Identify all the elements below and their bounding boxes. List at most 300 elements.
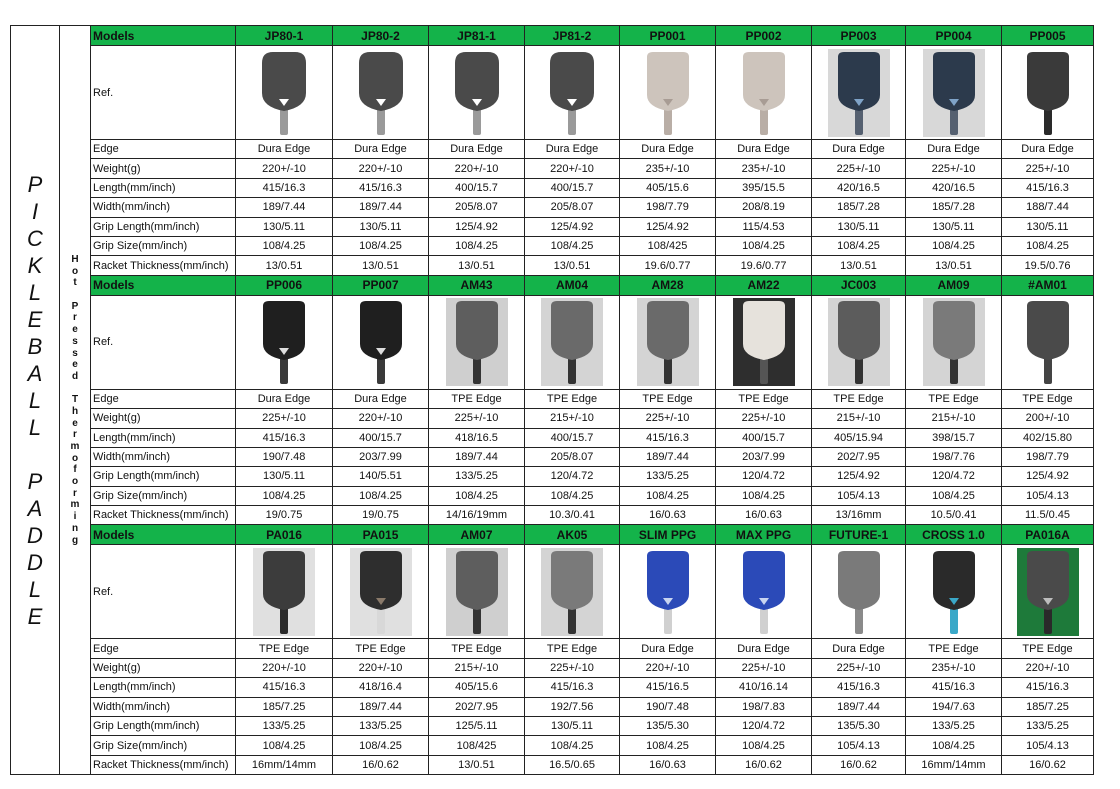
length-value: 398/15.7 [906, 428, 1002, 447]
edge-value: TPE Edge [236, 639, 333, 658]
model-name: PP005 [1002, 26, 1094, 46]
width-label: Width(mm/inch) [91, 198, 236, 217]
model-name: AM43 [429, 275, 525, 295]
paddle-image [1017, 49, 1079, 137]
grip-size-value: 108/4.25 [236, 486, 333, 505]
width-value: 188/7.44 [1002, 198, 1094, 217]
grip-size-value: 108/4.25 [429, 486, 525, 505]
thickness-value: 16/0.62 [716, 755, 812, 774]
width-value: 208/8.19 [716, 198, 812, 217]
grip-length-value: 133/5.25 [333, 717, 429, 736]
edge-value: Dura Edge [236, 389, 333, 408]
width-value: 192/7.56 [525, 697, 620, 716]
weight-value: 220+/-10 [429, 159, 525, 178]
grip-length-value: 133/5.25 [906, 717, 1002, 736]
thickness-value: 16.5/0.65 [525, 755, 620, 774]
weight-value: 235+/-10 [620, 159, 716, 178]
width-value: 190/7.48 [236, 447, 333, 466]
paddle-image [541, 548, 603, 636]
process-title-letter: s [72, 347, 78, 359]
model-name: CROSS 1.0 [906, 525, 1002, 545]
thickness-label: Racket Thickness(mm/inch) [91, 755, 236, 774]
grip-length-value: 135/5.30 [812, 717, 906, 736]
grip-size-value: 108/4.25 [236, 736, 333, 755]
grip-length-value: 130/5.11 [525, 717, 620, 736]
thickness-row [11, 755, 1094, 774]
process-title-letter: m [70, 499, 80, 511]
side-title-letter: L [28, 576, 42, 602]
edge-row [11, 140, 1094, 159]
width-value: 202/7.95 [812, 447, 906, 466]
grip-size-value: 108/4.25 [716, 486, 812, 505]
length-value: 415/16.3 [906, 678, 1002, 697]
weight-label: Weight(g) [91, 658, 236, 677]
model-name: FUTURE-1 [812, 525, 906, 545]
grip-size-value: 108/4.25 [525, 736, 620, 755]
models-header-row [11, 275, 1094, 295]
model-name: JP80-1 [236, 26, 333, 46]
edge-value: Dura Edge [620, 140, 716, 159]
paddle-photo [333, 46, 429, 140]
weight-value: 220+/-10 [333, 159, 429, 178]
model-name: SLIM PPG [620, 525, 716, 545]
process-title-letter: i [73, 511, 77, 523]
length-value: 410/16.14 [716, 678, 812, 697]
edge-value: Dura Edge [236, 140, 333, 159]
grip-size-value: 108/4.25 [333, 236, 429, 255]
thickness-value: 10.5/0.41 [906, 506, 1002, 525]
grip-length-value: 120/4.72 [906, 467, 1002, 486]
paddle-photo [1002, 545, 1094, 639]
grip-size-row [11, 486, 1094, 505]
process-title-letter: H [71, 254, 79, 265]
edge-value: TPE Edge [333, 639, 429, 658]
thickness-value: 16/0.63 [716, 506, 812, 525]
side-title-letter [11, 441, 59, 468]
model-name: PP003 [812, 26, 906, 46]
width-value: 198/7.83 [716, 697, 812, 716]
paddle-image [637, 548, 699, 636]
process-title-letter: T [71, 394, 79, 406]
side-title-letter: L [28, 387, 42, 413]
weight-value: 235+/-10 [716, 159, 812, 178]
weight-row [11, 159, 1094, 178]
thickness-value: 13/0.51 [525, 256, 620, 275]
models-label: Models [91, 525, 236, 545]
length-value: 420/16.5 [906, 178, 1002, 197]
side-title-letter: E [27, 306, 43, 332]
grip-size-value: 108/4.25 [525, 236, 620, 255]
grip-length-row [11, 717, 1094, 736]
thickness-value: 13/0.51 [906, 256, 1002, 275]
process-title [60, 26, 91, 775]
grip-length-value: 140/5.51 [333, 467, 429, 486]
edge-row [11, 639, 1094, 658]
length-value: 402/15.80 [1002, 428, 1094, 447]
width-value: 185/7.25 [1002, 697, 1094, 716]
thickness-value: 13/0.51 [333, 256, 429, 275]
length-value: 415/16.3 [236, 678, 333, 697]
paddle-photo [906, 46, 1002, 140]
paddle-photo [620, 545, 716, 639]
side-title [11, 26, 60, 775]
grip-length-value: 130/5.11 [1002, 217, 1094, 236]
thickness-label: Racket Thickness(mm/inch) [91, 506, 236, 525]
paddle-photo [1002, 295, 1094, 389]
length-value: 400/15.7 [429, 178, 525, 197]
process-title-letter [60, 383, 90, 395]
grip-length-value: 135/5.30 [620, 717, 716, 736]
grip-size-value: 108/4.25 [1002, 236, 1094, 255]
width-value: 205/8.07 [525, 447, 620, 466]
process-title-letter: e [72, 359, 78, 371]
weight-label: Weight(g) [91, 159, 236, 178]
thickness-row [11, 506, 1094, 525]
side-title-letter: B [27, 333, 43, 359]
models-label: Models [91, 275, 236, 295]
process-title-letter: r [73, 487, 77, 499]
width-value: 189/7.44 [620, 447, 716, 466]
grip-size-value: 108/4.25 [429, 236, 525, 255]
edge-value: Dura Edge [716, 140, 812, 159]
width-value: 189/7.44 [812, 697, 906, 716]
ref-label: Ref. [91, 46, 236, 140]
grip-size-value: 108/4.25 [716, 236, 812, 255]
grip-length-value: 133/5.25 [429, 467, 525, 486]
edge-value: TPE Edge [429, 639, 525, 658]
grip-size-value: 105/4.13 [1002, 486, 1094, 505]
models-label: Models [91, 26, 236, 46]
weight-value: 225+/-10 [620, 409, 716, 428]
thickness-value: 16/0.62 [1002, 755, 1094, 774]
grip-size-value: 105/4.13 [1002, 736, 1094, 755]
model-name: #AM01 [1002, 275, 1094, 295]
paddle-image [350, 548, 412, 636]
model-name: JC003 [812, 275, 906, 295]
edge-value: Dura Edge [620, 639, 716, 658]
thickness-value: 16mm/14mm [906, 755, 1002, 774]
edge-value: Dura Edge [812, 639, 906, 658]
grip-length-value: 120/4.72 [716, 467, 812, 486]
weight-value: 225+/-10 [716, 658, 812, 677]
width-value: 189/7.44 [236, 198, 333, 217]
weight-value: 215+/-10 [906, 409, 1002, 428]
width-value: 198/7.79 [1002, 447, 1094, 466]
grip-size-label: Grip Size(mm/inch) [91, 486, 236, 505]
width-value: 203/7.99 [333, 447, 429, 466]
side-title-letter: P [27, 468, 43, 494]
grip-size-value: 108/4.25 [525, 486, 620, 505]
grip-length-row [11, 467, 1094, 486]
width-value: 205/8.07 [525, 198, 620, 217]
width-value: 185/7.25 [236, 697, 333, 716]
model-name: PA016A [1002, 525, 1094, 545]
weight-value: 225+/-10 [525, 658, 620, 677]
grip-size-value: 108/4.25 [906, 486, 1002, 505]
thickness-value: 19.6/0.77 [716, 256, 812, 275]
edge-value: Dura Edge [906, 140, 1002, 159]
weight-value: 215+/-10 [429, 658, 525, 677]
thickness-value: 16/0.62 [812, 755, 906, 774]
weight-row [11, 658, 1094, 677]
model-name: MAX PPG [716, 525, 812, 545]
paddle-photo [620, 295, 716, 389]
paddle-photo [429, 545, 525, 639]
length-value: 400/15.7 [716, 428, 812, 447]
paddle-image [828, 49, 890, 137]
side-title-letter: I [31, 198, 39, 224]
side-title-letter: D [27, 522, 43, 548]
thickness-value: 19/0.75 [333, 506, 429, 525]
weight-value: 200+/-10 [1002, 409, 1094, 428]
edge-value: TPE Edge [620, 389, 716, 408]
length-value: 415/16.3 [812, 678, 906, 697]
paddle-photo [429, 46, 525, 140]
paddle-image [350, 49, 412, 137]
process-title-letter: o [71, 265, 79, 277]
grip-length-value: 125/4.92 [620, 217, 716, 236]
grip-size-value: 108/4.25 [333, 736, 429, 755]
grip-size-label: Grip Size(mm/inch) [91, 736, 236, 755]
weight-value: 220+/-10 [236, 159, 333, 178]
width-value: 185/7.28 [906, 198, 1002, 217]
weight-value: 225+/-10 [716, 409, 812, 428]
grip-length-value: 130/5.11 [812, 217, 906, 236]
length-row [11, 678, 1094, 697]
weight-row [11, 409, 1094, 428]
paddle-image [923, 298, 985, 386]
process-title-letter: f [73, 464, 77, 476]
thickness-value: 10.3/0.41 [525, 506, 620, 525]
model-name: PP006 [236, 275, 333, 295]
paddle-spec-table [10, 25, 1094, 775]
grip-length-value: 120/4.72 [525, 467, 620, 486]
grip-length-value: 130/5.11 [236, 217, 333, 236]
weight-value: 220+/-10 [620, 658, 716, 677]
edge-value: Dura Edge [429, 140, 525, 159]
edge-value: TPE Edge [525, 639, 620, 658]
grip-length-value: 115/4.53 [716, 217, 812, 236]
paddle-photo [906, 295, 1002, 389]
thickness-value: 13/0.51 [236, 256, 333, 275]
paddle-photo [812, 295, 906, 389]
ref-row [11, 295, 1094, 389]
paddle-photo [429, 295, 525, 389]
paddle-photo [716, 295, 812, 389]
paddle-image [446, 548, 508, 636]
thickness-value: 16/0.63 [620, 755, 716, 774]
weight-value: 225+/-10 [236, 409, 333, 428]
grip-size-value: 108/425 [620, 236, 716, 255]
width-value: 190/7.48 [620, 697, 716, 716]
side-title-letter: L [28, 414, 42, 440]
process-title-letter: r [73, 312, 77, 324]
width-row [11, 697, 1094, 716]
process-title-letter: r [73, 429, 77, 441]
model-name: JP81-1 [429, 26, 525, 46]
models-header-row [11, 26, 1094, 46]
model-name: PP007 [333, 275, 429, 295]
weight-label: Weight(g) [91, 409, 236, 428]
length-label: Length(mm/inch) [91, 678, 236, 697]
weight-value: 220+/-10 [333, 658, 429, 677]
weight-value: 220+/-10 [333, 409, 429, 428]
paddle-image [253, 298, 315, 386]
grip-size-value: 105/4.13 [812, 736, 906, 755]
weight-value: 220+/-10 [236, 658, 333, 677]
weight-value: 225+/-10 [429, 409, 525, 428]
thickness-value: 13/16mm [812, 506, 906, 525]
paddle-photo [525, 46, 620, 140]
grip-length-value: 125/4.92 [812, 467, 906, 486]
model-name: PP002 [716, 26, 812, 46]
width-value: 198/7.76 [906, 447, 1002, 466]
thickness-label: Racket Thickness(mm/inch) [91, 256, 236, 275]
model-name: AK05 [525, 525, 620, 545]
width-label: Width(mm/inch) [91, 697, 236, 716]
paddle-photo [236, 46, 333, 140]
length-value: 415/16.3 [525, 678, 620, 697]
paddle-image [733, 49, 795, 137]
grip-length-value: 120/4.72 [716, 717, 812, 736]
model-name: AM07 [429, 525, 525, 545]
weight-value: 235+/-10 [906, 658, 1002, 677]
paddle-image [637, 298, 699, 386]
edge-value: TPE Edge [906, 389, 1002, 408]
paddle-image [923, 548, 985, 636]
length-value: 415/16.3 [333, 178, 429, 197]
edge-value: Dura Edge [333, 140, 429, 159]
process-title-letter: P [71, 300, 79, 312]
length-value: 415/16.3 [620, 428, 716, 447]
model-name: PP001 [620, 26, 716, 46]
length-label: Length(mm/inch) [91, 178, 236, 197]
length-value: 415/16.3 [236, 428, 333, 447]
model-name: AM22 [716, 275, 812, 295]
side-title-letter: K [27, 252, 43, 278]
grip-length-value: 133/5.25 [1002, 717, 1094, 736]
width-row [11, 198, 1094, 217]
weight-value: 215+/-10 [812, 409, 906, 428]
edge-row [11, 389, 1094, 408]
edge-value: TPE Edge [429, 389, 525, 408]
paddle-photo [812, 46, 906, 140]
edge-value: TPE Edge [525, 389, 620, 408]
paddle-photo [716, 545, 812, 639]
side-title-letter: C [27, 225, 43, 251]
thickness-value: 13/0.51 [429, 755, 525, 774]
edge-value: Dura Edge [716, 639, 812, 658]
paddle-photo [236, 295, 333, 389]
width-value: 189/7.44 [429, 447, 525, 466]
process-title-letter: s [72, 335, 78, 347]
model-name: AM09 [906, 275, 1002, 295]
side-title-letter: D [27, 549, 43, 575]
width-value: 189/7.44 [333, 198, 429, 217]
process-title-letter: h [71, 405, 79, 417]
model-name: PP004 [906, 26, 1002, 46]
process-title-letter: e [72, 324, 78, 336]
paddle-image [733, 298, 795, 386]
edge-label: Edge [91, 140, 236, 159]
grip-size-value: 108/4.25 [333, 486, 429, 505]
length-label: Length(mm/inch) [91, 428, 236, 447]
length-value: 415/16.3 [1002, 678, 1094, 697]
width-value: 198/7.79 [620, 198, 716, 217]
edge-value: TPE Edge [812, 389, 906, 408]
thickness-value: 19.5/0.76 [1002, 256, 1094, 275]
process-title-letter: o [71, 452, 79, 464]
paddle-image [446, 49, 508, 137]
length-value: 415/16.5 [620, 678, 716, 697]
grip-length-value: 125/4.92 [429, 217, 525, 236]
paddle-photo [1002, 46, 1094, 140]
edge-value: Dura Edge [1002, 140, 1094, 159]
thickness-value: 16/0.63 [620, 506, 716, 525]
process-title-letter: t [73, 277, 77, 289]
length-value: 395/15.5 [716, 178, 812, 197]
length-value: 400/15.7 [333, 428, 429, 447]
grip-length-value: 130/5.11 [236, 467, 333, 486]
grip-size-row [11, 236, 1094, 255]
paddle-image [350, 298, 412, 386]
side-title-letter: A [27, 495, 43, 521]
paddle-photo [812, 545, 906, 639]
width-value: 185/7.28 [812, 198, 906, 217]
paddle-photo [525, 295, 620, 389]
edge-value: Dura Edge [525, 140, 620, 159]
thickness-value: 11.5/0.45 [1002, 506, 1094, 525]
paddle-image [828, 298, 890, 386]
grip-size-value: 108/4.25 [906, 236, 1002, 255]
weight-value: 225+/-10 [906, 159, 1002, 178]
paddle-photo [906, 545, 1002, 639]
grip-length-row [11, 217, 1094, 236]
length-row [11, 178, 1094, 197]
grip-length-value: 130/5.11 [906, 217, 1002, 236]
model-name: JP80-2 [333, 26, 429, 46]
width-value: 194/7.63 [906, 697, 1002, 716]
grip-length-label: Grip Length(mm/inch) [91, 717, 236, 736]
thickness-value: 16mm/14mm [236, 755, 333, 774]
grip-size-value: 108/4.25 [812, 236, 906, 255]
paddle-image [253, 49, 315, 137]
process-title-letter: e [72, 417, 78, 429]
width-row [11, 447, 1094, 466]
model-name: PA016 [236, 525, 333, 545]
width-value: 205/8.07 [429, 198, 525, 217]
weight-value: 215+/-10 [525, 409, 620, 428]
side-title-letter: L [28, 279, 42, 305]
process-title-letter: m [70, 441, 80, 452]
ref-label: Ref. [91, 295, 236, 389]
ref-row [11, 545, 1094, 639]
grip-length-label: Grip Length(mm/inch) [91, 217, 236, 236]
paddle-image [1017, 548, 1079, 636]
length-value: 400/15.7 [525, 428, 620, 447]
grip-size-value: 108/425 [429, 736, 525, 755]
paddle-image [1017, 298, 1079, 386]
edge-value: Dura Edge [333, 389, 429, 408]
paddle-image [541, 49, 603, 137]
grip-length-label: Grip Length(mm/inch) [91, 467, 236, 486]
paddle-photo [333, 295, 429, 389]
side-title-letter: P [27, 171, 43, 197]
length-value: 415/16.3 [1002, 178, 1094, 197]
paddle-image [446, 298, 508, 386]
paddle-photo [333, 545, 429, 639]
grip-size-value: 105/4.13 [812, 486, 906, 505]
